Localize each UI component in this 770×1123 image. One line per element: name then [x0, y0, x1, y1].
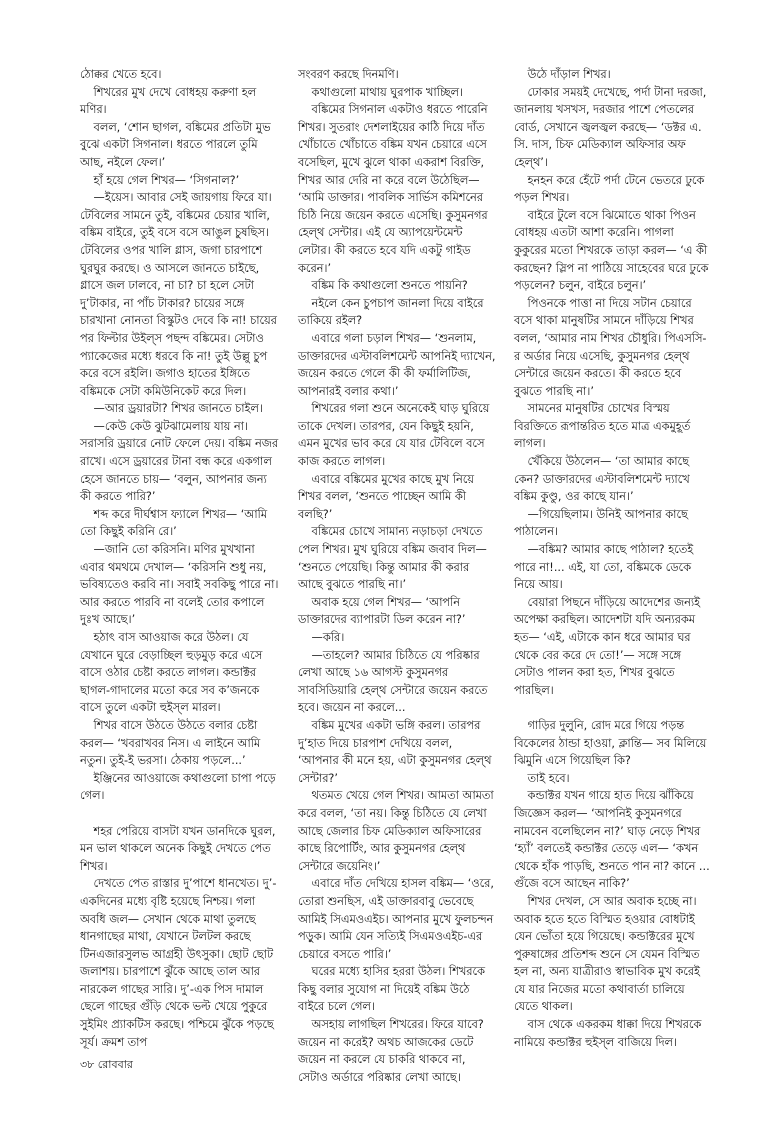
paragraph: সংবরণ করছে দিনমণি। — [298, 68, 399, 81]
paragraph: ঢোকার সময়ই দেখেছে, পর্দা টানা দরজা, জানলায় খসখস, দরজার পাশে পেতলের বোর্ড, সেখানে জ্বলজ্বল করছে— ‘ডক্টর এ. সি. দাস, চিফ মেডিক্যাল অফিসার অফ হেল্‌থ’। — [514, 85, 710, 169]
paragraph: নইলে কেন চুপচাপ জানলা দিয়ে বাইরে তাকিয়ে রইল? — [298, 296, 488, 328]
paragraph: বঙ্কিম মুখের একটা ভঙ্গি করল। তারপর দু’হাত দিয়ে চারপাশ দেখিয়ে বলল, ‘আপনার কী মনে হয়, এটা কুসুমনগর হেল্‌থ সেন্টার?’ — [298, 718, 495, 785]
paragraph: —ইয়েস। আবার সেই জায়গায় ফিরে যা। টেবিলের সামনে তুই, বঙ্কিমের চেয়ার খালি, বঙ্কিম বাইরে, তুই বসে বসে আঙুল চুষছিস। টেবিলের ওপর খালি গ্লাস, জগা চারপাশে ঘুরঘুর করছে। ও আসলে জানতে চাইছে, গ্লাসে জল ঢালবে, না চা? চা হলে সেটা দু’টাকার, না পাঁচ টাকার? চায়ের সঙ্গে চারখানা নোনতা বিস্কুটও দেবে কি না! চায়ের পর ফিল্টার উইল্‌স পছন্দ বঙ্কিমের। সেটাও প্যাকেজের মধ্যে ধরবে কি না! তুই উল্লু চুপ করে বসে রইলি। জগাও হাতের ইঙ্গিতে বঙ্কিমকে সেটা কমিউনিকেট করে দিল। — [80, 191, 281, 398]
text-column-3 — [514, 66, 714, 1051]
section-break — [80, 805, 280, 823]
paragraph: থতমত খেয়ে গেল শিখর। আমতা আমতা করে বলল, ‘তা নয়। কিন্তু চিঠিতে যে লেখা আছে জেলার চিফ মেডিক্যাল অফিসারের কাছে রিপোর্টিং, আর কুসুমনগর হেল্‌থ সেন্টারে জয়েনিং।’ — [298, 789, 498, 873]
paragraph: —কেউ কেউ ঝুটঝামেলায় যায় না। সরাসরি ড্রয়ারে নোট ফেলে দেয়। বঙ্কিম নজর রাখে। এসে ড্রয়ারের টানা বন্ধ করে একগাল হেসে জানতে চায়— ‘বলুন, আপনার জন্য কী করতে পারি?’ — [80, 419, 282, 504]
paragraph: শিখর দেখল, সে আর অবাক হচ্ছে না। অবাক হতে হতে বিস্মিত হওয়ার বোধটাই যেন ভোঁতা হয়ে গিয়েছে। কন্ডাক্টরের মুখে পুরুষাঙ্গের প্রতিশব্দ শুনে সে যেমন বিস্মিত হল না, অন্য যাত্রীরাও স্বাভাবিক মুখ করেই যে যার নিজের মতো কথাবার্তা চালিয়ে যেতে থাকল। — [514, 894, 704, 1014]
paragraph: পিওনকে পাত্তা না দিয়ে সটান চেয়ারে বসে থাকা মানুষটির সামনে দাঁড়িয়ে শিখর বলল, ‘আমার নাম শিখর চৌধুরি। পিএসসি-র অর্ডার নিয়ে এসেছি, কুসুমনগর হেল্‌থ সেন্টারে জয়েন করতে। কী করতে হবে বুঝতে পারছি না।’ — [514, 296, 707, 398]
paragraph: অবাক হয়ে গেল শিখর— ‘আপনি ডাক্তারদের ব্যাপারটা ডিল করেন না?’ — [298, 595, 466, 627]
paragraph: এবারে বঙ্কিমের মুখের কাছে মুখ নিয়ে শিখর বলল, ‘শুনতে পাচ্ছেন আমি কী বলছি?’ — [298, 472, 478, 521]
paragraph: বাইরে টুলে বসে ঝিমোতে থাকা পিওন বোধহয় এতটা আশা করেনি। পাগলা কুকুরের মতো শিখরকে তাড়া করল— ‘এ কী করছেন? স্লিপ না পাঠিয়ে সাহেবের ঘরে ঢুকে পড়লেন? চলুন, বাইরে চলুন।’ — [514, 208, 712, 293]
page-footer: ৩৮ রোববার — [80, 1058, 133, 1071]
section-break — [514, 699, 710, 717]
paragraph: সামনের মানুষটির চোখের বিস্ময় বিরক্তিতে রূপান্তরিত হতে মাত্র একমুহূর্ত লাগল। — [514, 402, 694, 451]
paragraph: হনহন করে হেঁটে পর্দা টেনে ভেতরে ঢুকে পড়ল শিখর। — [514, 173, 708, 205]
text-column-2 — [298, 66, 500, 1086]
paragraph: শিখর বাসে উঠতে উঠতে বলার চেষ্টা করল— ‘খবরাখবর নিস। এ লাইনে আমি নতুন। তুই-ই ভরসা। ঠেকায় পড়লে...’ — [80, 718, 264, 768]
paragraph: ঠোক্কর খেতে হবে। — [80, 68, 162, 81]
text-column-1 — [80, 66, 280, 1051]
paragraph: শিখরের মুখ দেখে বোধহয় করুণা হল মণির। — [80, 85, 260, 117]
paragraph: এবারে গলা চড়াল শিখর— ‘শুনলাম, ডাক্তারদের এস্টাবলিশমেন্ট আপনিই দ্যাখেন, জয়েন করতে গেলে কী কী ফর্মালিটিজ, আপনারই বলার কথা।’ — [298, 331, 500, 398]
paragraph: বঙ্কিমের চোখে সামান্য নড়াচড়া দেখতে পেল শিখর। মুখ ঘুরিয়ে বঙ্কিম জবাব দিল— ‘শুনতে পেয়েছি। কিন্তু আমার কী করার আছে বুঝতে পারছি না।’ — [298, 525, 491, 592]
paragraph: শহর পেরিয়ে বাসটা যখন ডানদিকে ঘুরল, মন ভাল থাকলে অনেক কিছুই দেখতে পেত শিখর। — [80, 824, 280, 873]
paragraph: অসহায় লাগছিল শিখরের। ফিরে যাবে? জয়েন না করেই? অথচ আজকের ডেটে জয়েন না করলে যে চাকরি থাকবে না, সেটাও অর্ডারে পরিষ্কার লেখা আছে। — [298, 1018, 488, 1084]
paragraph: বঙ্কিম কি কথাগুলো শুনতে পায়নি? — [311, 279, 468, 293]
paragraph: শিখরের গলা শুনে অনেকেই ঘাড় ঘুরিয়ে তাকে দেখল। তারপর, যেন কিছুই হয়নি, এমন মুখের ভাব করে যে যার টেবিলে বসে কাজ করতে লাগল। — [298, 402, 493, 469]
paragraph: —জানি তো করিসনি। মণির মুখখানা এবার থমথমে দেখাল— ‘করিসনি শুধু নয়, ভবিষ্যতেও করবি না। সবাই সবকিছু পারে না। আর করতে পারবি না বলেই তোর কপালে দুঃখ আছে।’ — [80, 543, 282, 627]
paragraph: তাই হবে। — [527, 771, 570, 785]
paragraph: —গিয়েছিলাম। উনিই আপনার কাছে পাঠালেন। — [514, 507, 692, 539]
paragraph: উঠে দাঁড়াল শিখর। — [527, 68, 611, 81]
paragraph: হঠাৎ বাস আওয়াজ করে উঠল। যে যেখানে ঘুরে বেড়াচ্ছিল হুড়মুড় করে এসে বাসে ওঠার চেষ্টা করতে লাগল। কন্ডাক্টর ছাগল-গাদালের মতো করে সব ক’জনকে বাসে তুলে একটা হুইস্‌ল মারল। — [80, 631, 266, 715]
paragraph: বলল, ‘শোন ছাগল, বঙ্কিমের প্রতিটা মুভ বুঝে একটা সিগনাল। ধরতে পারলে তুমি আছ, নইলে ফেল।’ — [80, 120, 275, 169]
paragraph: এবারে দাঁত দেখিয়ে হাসল বঙ্কিম— ‘ওরে, তোরা শুনছিস, এই ডাক্তারবাবু ভেবেছে আমিই সিএমওএইচ। আপনার মুখে ফুলচন্দন পড়ুক। আমি যেন সত্যিই সিএমওএইচ-এর চেয়ারে বসতে পারি।’ — [298, 877, 498, 961]
paragraph: —করি। — [311, 631, 345, 644]
paragraph: —তাহলে? আমার চিঠিতে যে পরিষ্কার লেখা আছে ১৬ আগস্ট কুসুমনগর সাবসিডিয়ারি হেল্‌থ সেন্টারে জয়েন করতে হবে। জয়েন না করলে... — [298, 648, 491, 715]
paragraph: ইঞ্জিনের আওয়াজে কথাগুলো চাপা পড়ে গেল। — [80, 771, 280, 803]
paragraph: —বঙ্কিম? আমার কাছে পাঠাল? হতেই পারে না!... এই, যা তো, বঙ্কিমকে ডেকে নিয়ে আয়। — [514, 543, 697, 592]
paragraph: কথাগুলো মাথায় ঘুরপাক খাচ্ছিল। — [311, 85, 463, 99]
paragraph: কন্ডাক্টর যখন গায়ে হাত দিয়ে ঝাঁকিয়ে জিজ্ঞেস করল— ‘আপনিই কুসুমনগরে নামবেন বলেছিলেন না?’ ঘাড় নেড়ে শিখর ‘হ্যাঁ’ বলতেই কন্ডাক্টর তেড়ে এল— ‘কখন থেকে হাঁক পাড়ছি, শুনতে পান না? কানে ... গুঁজে বসে আছেন নাকি?’ — [514, 789, 714, 891]
paragraph: শব্দ করে দীর্ঘশ্বাস ফ্যালে শিখর— ‘আমি তো কিছুই করিনি রে।’ — [80, 507, 271, 539]
paragraph: বঙ্কিমের সিগনাল একটাও ধরতে পারেনি শিখর। সুতরাং দেশলাইয়ের কাঠি দিয়ে দাঁত খোঁচাতে খোঁচাতে বঙ্কিম যখন চেয়ারে এসে বসেছিল, মুখে ঝুলে থাকা একরাশ বিরক্তি, শিখর আর দেরি না করে বলে উঠেছিল— ‘আমি ডাক্তার। পাবলিক সার্ভিস কমিশনের চিঠি নিয়ে জয়েন করতে এসেছি। কুসুমনগর হেল্‌থ সেন্টার। এই যে অ্যাপয়েন্টমেন্ট লেটার। কী করতে হবে যদি একটু গাইড করেন।’ — [298, 103, 492, 275]
paragraph: হাঁ হয়ে গেল শিখর— ‘সিগনাল?’ — [93, 173, 240, 187]
paragraph: দেখতে পেত রাস্তার দু’পাশে ধানখেত। দু’-একদিনের মধ্যে বৃষ্টি হয়েছে নিশ্চয়। গলা অবধি জল— সেখান থেকে মাথা তুলছে ধানগাছের মাথা, যেখানে টলটল করছে টিনএজারসুলভ আগ্রহী উৎসুকা। ছোট ছোট জলাশয়। চারপাশে ঝুঁকে আছে তাল আর নারকেল গাছের সারি। দু’-এক পিস দামাল ছেলে গাছের গুঁড়ি থেকে ভল্ট খেয়ে পুকুরে সুইমিং প্র্যাকটিস করছে। পশ্চিমে ঝুঁকে পড়ছে সূর্য। ক্রমশ তাপ — [80, 877, 278, 1049]
paragraph: ঘরের মধ্যে হাসির হররা উঠল। শিখরকে কিছু বলার সুযোগ না দিয়েই বঙ্কিম উঠে বাইরে চলে গেল। — [298, 965, 489, 1014]
paragraph: গাড়ির দুলুনি, রোদ মরে গিয়ে পড়ন্ত বিকেলের ঠান্ডা হাওয়া, ক্লান্তি— সব মিলিয়ে ঝিমুনি এসে গিয়েছিল কি? — [514, 718, 710, 768]
paragraph: —আর ড্রয়ারটা? শিখর জানতে চাইল। — [93, 402, 263, 416]
paragraph: খেঁকিয়ে উঠলেন— ‘তা আমার কাছে কেন? ডাক্তারদের এস্টাবলিশমেন্ট দ্যাখে বঙ্কিম কুণ্ডু, ওর কাছে যান।’ — [514, 455, 694, 504]
paragraph: বেয়ারা পিছনে দাঁড়িয়ে আদেশের জন্যই অপেক্ষা করছিল। আদেশটা যদি অন্যরকম হত— ‘এই, এটাকে কান ধরে আমার ঘর থেকে বের করে দে তো!’— সঙ্গে সঙ্গে সেটাও পালন করা হত, শিখর বুঝতে পারছিল। — [514, 595, 704, 697]
paragraph: বাস থেকে একরকম ধাক্কা দিয়ে শিখরকে নামিয়ে কন্ডাক্টর হুইস্‌ল বাজিয়ে দিল। — [514, 1018, 705, 1049]
